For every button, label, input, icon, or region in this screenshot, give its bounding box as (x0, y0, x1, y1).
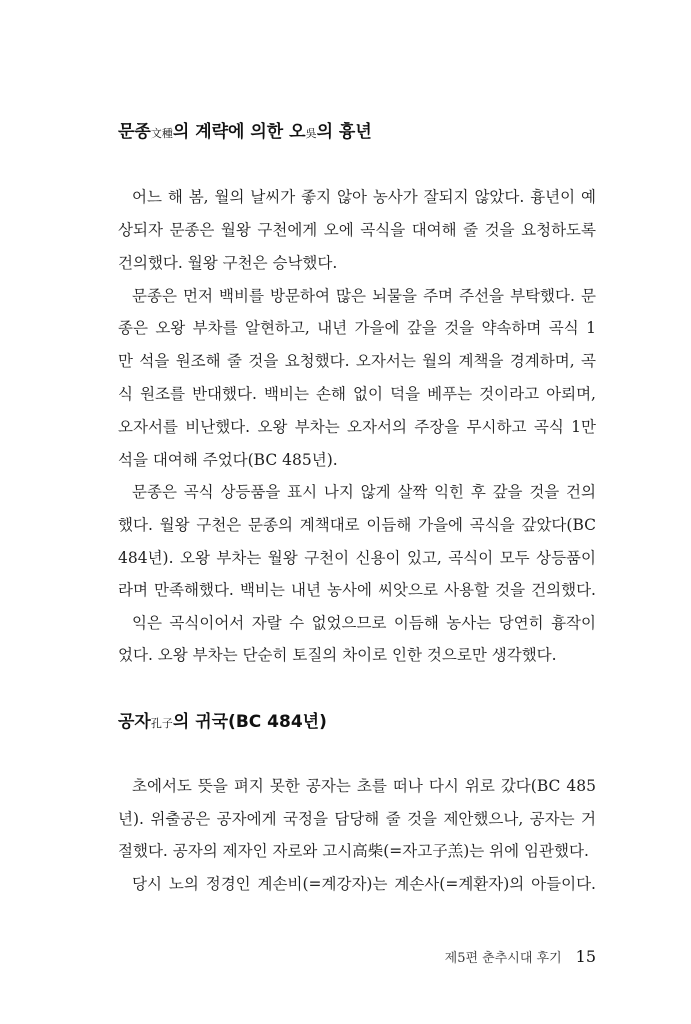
page-number: 15 (575, 947, 596, 966)
body-line: 건의했다. 월왕 구천은 승낙했다. (118, 254, 338, 272)
heading-text: 문종 (118, 122, 151, 142)
heading-text: 의 흉년 (316, 122, 372, 142)
body-line: 문종은 곡식 상등품을 표시 나지 않게 살짝 익힌 후 갚을 것을 건의 (132, 483, 596, 501)
body-line: 문종은 먼저 백비를 방문하여 많은 뇌물을 주며 주선을 부탁했다. 문 (132, 287, 596, 305)
body-line: 당시 노의 정경인 계손비(=계강자)는 계손사(=계환자)의 아들이다. (132, 875, 596, 893)
body-line: 어느 해 봄, 월의 날씨가 좋지 않아 농사가 잘되지 않았다. 흉년이 예 (132, 188, 596, 206)
body-line: 익은 곡식이어서 자랄 수 없었으므로 이듬해 농사는 당연히 흉작이 (132, 614, 596, 632)
body-line: 484년). 오왕 부차는 월왕 구천이 신용이 있고, 곡식이 모두 상등품이 (118, 549, 596, 567)
heading-hanja: 吳 (305, 127, 317, 140)
body-line: 오자서를 비난했다. 오왕 부차는 오자서의 주장을 무시하고 곡식 1만 (118, 418, 596, 436)
body-line: 년). 위출공은 공자에게 국정을 담당해 줄 것을 제안했으나, 공자는 거 (118, 810, 596, 828)
body-line: 했다. 월왕 구천은 문종의 계책대로 이듬해 가을에 곡식을 갚았다(BC (118, 516, 596, 534)
body-line: 초에서도 뜻을 펴지 못한 공자는 초를 떠나 다시 위로 갔다(BC 485 (132, 777, 596, 795)
body-line: 상되자 문종은 월왕 구천에게 오에 곡식을 대여해 줄 것을 요청하도록 (118, 221, 596, 239)
body-line: 종은 오왕 부차를 알현하고, 내년 가을에 갚을 것을 약속하며 곡식 1 (118, 319, 596, 337)
body-line: 라며 만족해했다. 백비는 내년 농사에 씨앗으로 사용할 것을 건의했다. (118, 581, 596, 599)
body-line: 절했다. 공자의 제자인 자로와 고시高柴(=자고子羔)는 위에 임관했다. (118, 842, 589, 860)
section-heading-1 (118, 117, 372, 142)
body-line: 었다. 오왕 부차는 단순히 토질의 차이로 인한 것으로만 생각했다. (118, 646, 557, 664)
heading-text: 의 귀국(BC 484년) (172, 712, 327, 732)
chapter-title: 제5편 춘추시대 후기 (444, 951, 562, 966)
section-heading-2 (118, 707, 327, 732)
heading-hanja: 文種 (150, 127, 173, 140)
heading-text: 의 계략에 의한 오 (172, 122, 306, 142)
body-line: 만 석을 원조해 줄 것을 요청했다. 오자서는 월의 계책을 경계하며, 곡 (118, 352, 596, 370)
page-footer (445, 947, 596, 966)
body-line: 석을 대여해 주었다(BC 485년). (118, 451, 338, 469)
body-line: 식 원조를 반대했다. 백비는 손해 없이 덕을 베푸는 것이라고 아뢰며, (118, 385, 596, 403)
heading-hanja: 孔子 (150, 717, 173, 730)
heading-text: 공자 (118, 712, 151, 732)
